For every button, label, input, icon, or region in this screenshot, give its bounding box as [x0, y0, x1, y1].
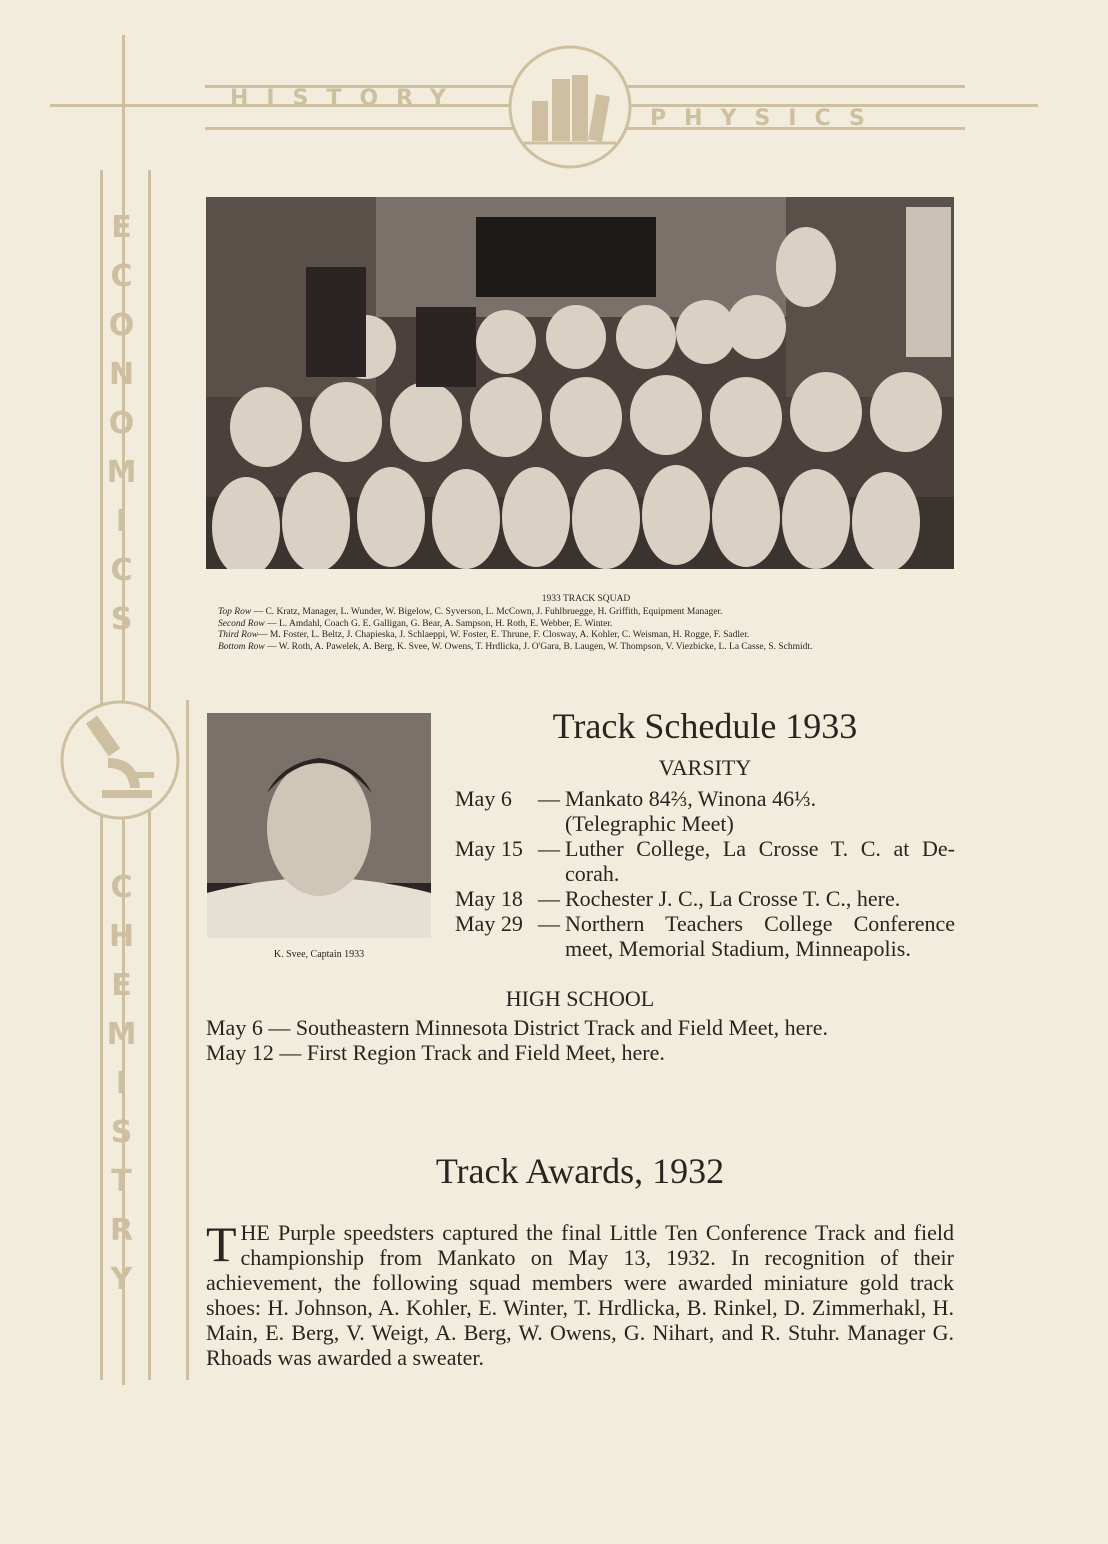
squad-row-names: — C. Kratz, Manager, L. Wunder, W. Bigelow, C. Syverson, L. McCown, J. Fuhlbruegge, H. Griffith, Equipment Manager. [251, 607, 723, 617]
squad-caption-rows [218, 607, 954, 653]
schedule-event-line: corah. [565, 861, 620, 886]
captain-caption: K. Svee, Captain 1933 [273, 949, 365, 960]
squad-row-top [218, 607, 954, 619]
squad-row-second [218, 619, 954, 631]
schedule-event-line: Rochester J. C., La Crosse T. C., here. [565, 886, 901, 911]
schedule-event-line: Northern Teachers College Conference [565, 911, 955, 936]
squad-row-label: Top Row [218, 607, 252, 617]
high-school-event: May 6 — Southeastern Minnesota District Track and Field Meet, here. [206, 1015, 829, 1040]
squad-row-label: Bottom Row [218, 641, 265, 652]
high-school-heading: HIGH SCHOOL [505, 986, 655, 1011]
awards-body [206, 1216, 954, 1370]
squad-row-names: — W. Roth, A. Pawelek, A. Berg, K. Svee, W. Owens, T. Hrdlicka, J. O'Gara, B. Laugen, W. Thompson, V. Viezbicke, L. La Casse, S. Schmidt. [264, 641, 813, 652]
squad-row-label: Second Row [218, 618, 265, 629]
schedule-date: May 18 [455, 886, 523, 911]
schedule-event-line: (Telegraphic Meet) [565, 811, 734, 836]
schedule-event-line: Luther College, La Crosse T. C. at De- [565, 836, 955, 861]
schedule-dash: — [538, 886, 560, 911]
squad-row-names: — M. Foster, L. Beltz, J. Chapieska, J. Schlaeppi, W. Foster, E. Thrune, F. Closway, A. Kohler, C. Weisman, H. Rogge, F. Sadler. [258, 630, 750, 640]
captain-portrait [207, 713, 431, 938]
schedule-title: Track Schedule 1933 [552, 706, 858, 746]
header-word-physics: PHYSICS [650, 106, 883, 131]
awards-paragraph: HE Purple speedsters captured the final Little Ten Conference Track and field championship from Mankato on May 13, 1932. In recognition of their achievement, the following squad members were awarded miniature gold track shoes: H. Johnson, A. Kohler, E. Winter, T. Hrdlicka, B. Rinkel, D. Zimmerhakl, H. Main, E. Berg, V. Weigt, A. Berg, W. Owens, G. Nihart, and R. Stuhr. Manager G. Rhoads was awarded a sweater. [206, 1220, 954, 1370]
schedule-date: May 15 [455, 836, 523, 861]
squad-row-names: — L. Amdahl, Coach G. E. Galligan, G. Bear, A. Sampson, H. Roth, E. Webber, E. Winter. [264, 618, 613, 629]
drop-cap: T [206, 1216, 237, 1272]
squad-row-third [218, 630, 954, 642]
schedule-date: May 6 [455, 786, 512, 811]
high-school-event: May 12 — First Region Track and Field Meet, here. [206, 1040, 665, 1065]
schedule-event-line: meet, Memorial Stadium, Minneapolis. [565, 936, 911, 961]
books-emblem-icon [502, 45, 638, 175]
schedule-dash: — [538, 911, 560, 936]
varsity-heading: VARSITY [658, 755, 752, 780]
microscope-emblem-icon [58, 698, 182, 822]
squad-caption-title: 1933 TRACK SQUAD [541, 594, 631, 604]
schedule-dash: — [538, 836, 560, 861]
schedule-event-line: Mankato 84⅔, Winona 46⅓. [565, 786, 817, 811]
vertical-word-chemistry: CHEMISTRY [104, 870, 139, 1311]
vertical-word-economics: ECONOMICS [104, 210, 139, 651]
squad-row-label: Third Row [218, 630, 259, 640]
team-photo [206, 197, 954, 569]
squad-row-bottom [218, 642, 948, 654]
awards-title: Track Awards, 1932 [435, 1151, 725, 1191]
header-word-history: HISTORY [230, 86, 464, 111]
schedule-dash: — [538, 786, 560, 811]
schedule-date: May 29 [455, 911, 523, 936]
